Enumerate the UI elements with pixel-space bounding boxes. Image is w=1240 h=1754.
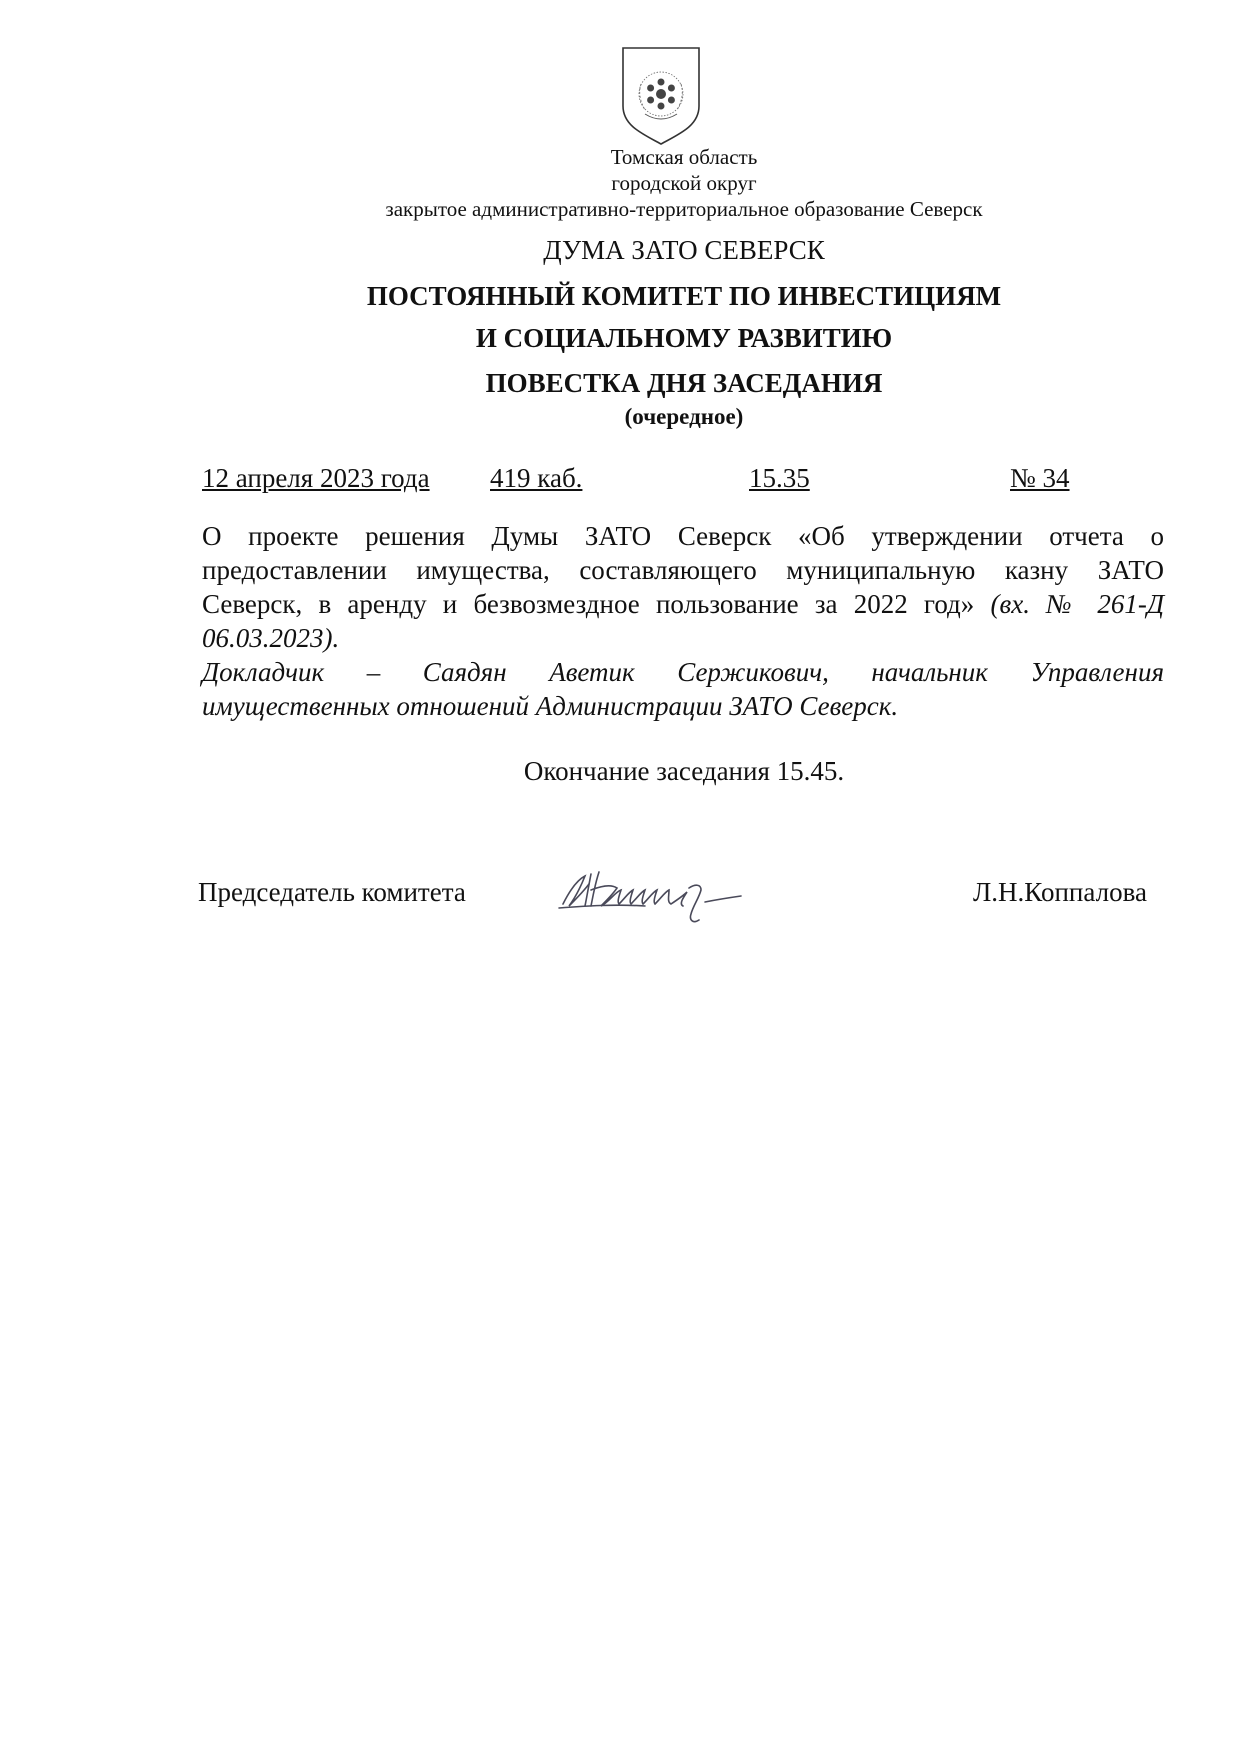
meeting-number: № 34 (1010, 463, 1070, 493)
signer-name: Л.Н.Коппалова (973, 877, 1147, 907)
handwritten-signature (555, 862, 845, 926)
committee-title-line1: ПОСТОЯННЫЙ КОМИТЕТ ПО ИНВЕСТИЦИЯМ (366, 281, 1002, 311)
agenda-item-line: О проекте решения Думы ЗАТО Северск «Об утверждении отчета о (202, 521, 1164, 551)
meeting-date: 12 апреля 2023 года (202, 463, 430, 493)
signer-position: Председатель комитета (198, 877, 466, 907)
meeting-type: (очередное) (624, 404, 744, 429)
agenda-title: ПОВЕСТКА ДНЯ ЗАСЕДАНИЯ (485, 368, 883, 398)
meeting-time: 15.35 (749, 463, 810, 493)
agenda-item-line: предоставлении имущества, составляющего муниципальную казну ЗАТО (202, 555, 1164, 585)
meeting-closing: Окончание заседания 15.45. (523, 756, 845, 786)
region-line: Томская область (610, 145, 758, 169)
agenda-item-line (202, 588, 1164, 620)
incoming-reference-date: 06.03.2023). (202, 623, 340, 653)
committee-title-line2: И СОЦИАЛЬНОМУ РАЗВИТИЮ (475, 323, 893, 353)
speaker-line: Докладчик – Саядян Аветик Сержикович, начальник Управления (202, 657, 1164, 687)
incoming-reference: (вх. № 261-Д (990, 589, 1164, 619)
meeting-room: 419 каб. (490, 463, 583, 493)
okrug-line: городской округ (611, 171, 757, 195)
formation-line: закрытое административно-территориальное образование Северск (385, 197, 983, 221)
agenda-item-text: Северск, в аренду и безвозмездное пользование за 2022 год» (202, 589, 975, 619)
coat-of-arms-icon (619, 44, 703, 148)
duma-title: ДУМА ЗАТО СЕВЕРСК (543, 235, 825, 265)
speaker-line: имущественных отношений Администрации ЗАТО Северск. (202, 691, 899, 721)
